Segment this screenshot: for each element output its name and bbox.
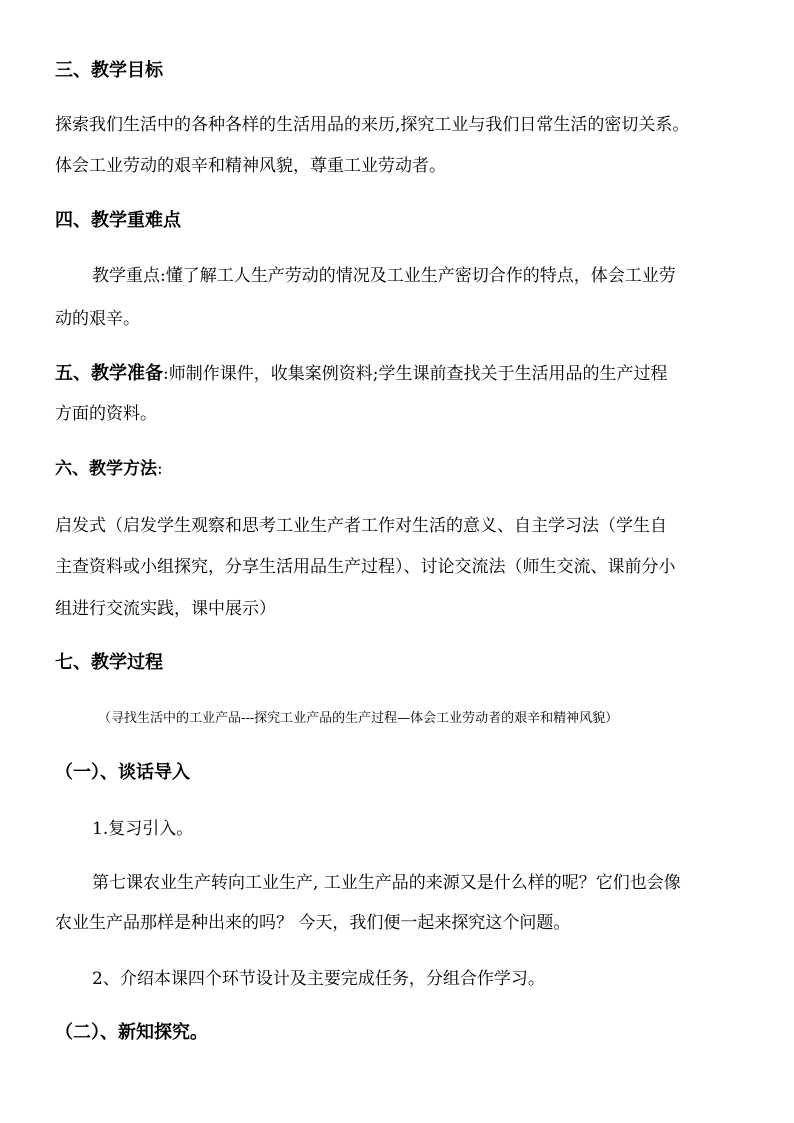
section-5-text-line-1: :师制作课件，收集案例资料;学生课前查找关于生活用品的生产过程 <box>163 364 668 384</box>
section-3-text-line-1: 探索我们生活中的各种各样的生活用品的来历,探究工业与我们日常生活的密切关系。 <box>55 115 690 135</box>
section-6-heading-colon: : <box>157 459 163 479</box>
section-4-text-line-2: 动的艰辛。 <box>55 309 140 329</box>
part-1-item-2: 2、介绍本课四个环节设计及主要完成任务，分组合作学习。 <box>92 969 545 989</box>
part-1-heading: （一）、谈话导入 <box>55 762 190 783</box>
section-6-heading: 六、教学方法 <box>55 459 157 479</box>
section-3-heading: 三、教学目标 <box>55 60 163 81</box>
section-6-text-line-2: 主查资料或小组探究，分享生活用品生产过程）、讨论交流法（师生交流、课前分小 <box>55 557 676 577</box>
section-7-heading: 七、教学过程 <box>55 652 163 673</box>
section-5-line-1 <box>55 363 667 385</box>
section-4-heading: 四、教学重难点 <box>55 210 181 231</box>
part-1-item-1: 1.复习引入。 <box>92 819 194 839</box>
section-6-heading-line <box>55 458 163 480</box>
section-6-text-line-3: 组进行交流实践，课中展示） <box>55 599 276 619</box>
part-1-paragraph-line-2: 农业生产品那样是种出来的吗？ 今天，我们便一起来探究这个问题。 <box>55 913 571 933</box>
section-5-text-line-2: 方面的资料。 <box>55 404 157 424</box>
section-4-text-line-1: 教学重点:懂了解工人生产劳动的情况及工业生产密切合作的特点，体会工业劳 <box>92 266 676 286</box>
part-1-paragraph-line-1: 第七课农业生产转向工业生产, 工业生产品的来源又是什么样的呢？它们也会像 <box>92 873 681 893</box>
section-3-text-line-2: 体会工业劳动的艰辛和精神风貌，尊重工业劳动者。 <box>55 156 446 176</box>
section-6-text-line-1: 启发式（启发学生观察和思考工业生产者工作对生活的意义、自主学习法（学生自 <box>55 516 667 536</box>
part-2-heading: （二）、新知探究。 <box>55 1022 208 1043</box>
section-7-flow-note: （寻找生活中的工业产品---探究工业产品的生产过程—体会工业劳动者的艰辛和精神风貌） <box>98 711 619 726</box>
section-5-heading: 五、教学准备 <box>55 363 163 384</box>
